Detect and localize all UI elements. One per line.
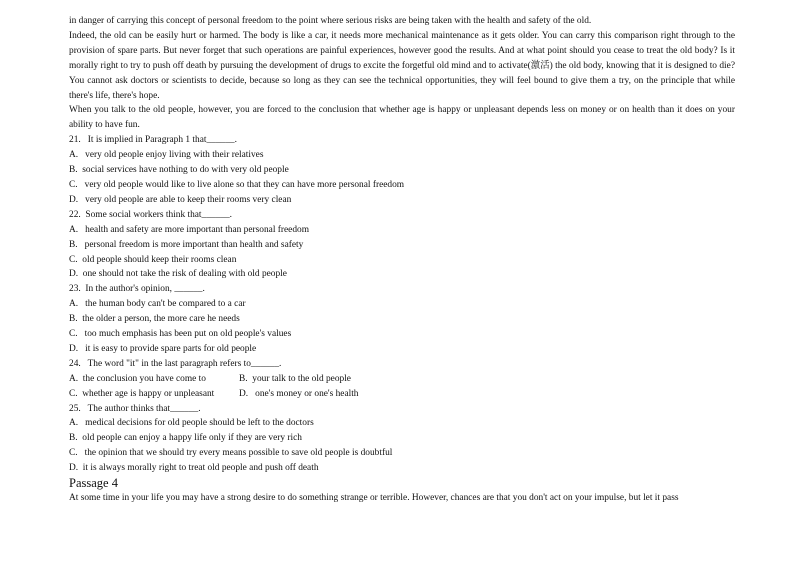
option-a: A. medical decisions for old people should be left to the doctors bbox=[69, 418, 314, 429]
option-b: B. old people can enjoy a happy life only if they are very rich bbox=[69, 433, 302, 444]
question-stem: 23. In the author's opinion, ______. bbox=[69, 284, 205, 295]
option-a: A. health and safety are more important than personal freedom bbox=[69, 224, 310, 235]
option-c: C. old people should keep their rooms clean bbox=[69, 254, 237, 265]
option-d: D. very old people are able to keep their rooms very clean bbox=[69, 194, 292, 205]
option-d: D. one's money or one's health bbox=[239, 388, 359, 399]
question-25 bbox=[69, 402, 735, 477]
option-b: B. social services have nothing to do with very old people bbox=[69, 165, 289, 176]
option-b: B. personal freedom is more important than health and safety bbox=[69, 239, 304, 250]
question-stem: 25. The author thinks that______. bbox=[69, 403, 201, 414]
paragraph-2: Indeed, the old can be easily hurt or harmed. The body is like a car, it needs more mechanical maintenance as it gets older. You can carry this comparison right through to the provision of spare parts. But never forget that such operations are painful experiences, however good the results. And at what point should you cease to treat the old body? Is it morally right to try to push off death by pursuing the development of drugs to excite the forgetful old mind and to activate(激活) the old body, knowing that it is designed to die? You cannot ask doctors or scientists to decide, because so long as they can see the technical opportunities, they will feel bound to give them a try, on the principle that while there's life, there's hope. bbox=[69, 30, 735, 101]
option-c: C. whether age is happy or unpleasant bbox=[69, 388, 215, 399]
option-row-cd bbox=[69, 387, 735, 402]
question-21 bbox=[69, 133, 735, 208]
option-d: D. one should not take the risk of dealing with old people bbox=[69, 269, 287, 280]
question-stem: 22. Some social workers think that______. bbox=[69, 209, 233, 220]
option-row-ab bbox=[69, 372, 735, 387]
option-a: A. the conclusion you have come to bbox=[69, 373, 206, 384]
option-c: C. very old people would like to live alone so that they can have more personal freedom bbox=[69, 179, 405, 190]
option-a: A. very old people enjoy living with their relatives bbox=[69, 150, 264, 161]
option-d: D. it is always morally right to treat old people and push off death bbox=[69, 463, 319, 474]
question-23 bbox=[69, 282, 735, 357]
question-22 bbox=[69, 208, 735, 283]
question-stem: 24. The word "it" in the last paragraph refers to______. bbox=[69, 358, 282, 369]
option-b: B. the older a person, the more care he needs bbox=[69, 314, 240, 325]
document-page bbox=[69, 14, 735, 506]
passage-first-line: At some time in your life you may have a strong desire to do something strange or terrible. However, chances are that you don't act on your impulse, but let it pass bbox=[69, 493, 679, 504]
option-a: A. the human body can't be compared to a car bbox=[69, 299, 246, 310]
question-24 bbox=[69, 357, 735, 402]
option-c: C. the opinion that we should try every means possible to save old people is doubtful bbox=[69, 448, 393, 459]
passage-heading: Passage 4 bbox=[69, 476, 118, 491]
option-b: B. your talk to the old people bbox=[239, 373, 351, 384]
paragraph-1: in danger of carrying this concept of personal freedom to the point where serious risks are being taken with the health and safety of the old. bbox=[69, 16, 592, 26]
option-c: C. too much emphasis has been put on old people's values bbox=[69, 329, 292, 340]
question-stem: 21. It is implied in Paragraph 1 that______. bbox=[69, 135, 237, 146]
paragraph-3: When you talk to the old people, however, you are forced to the conclusion that whether age is happy or unpleasant depends less on money or on health than it does on your ability to have fun. bbox=[69, 105, 735, 131]
option-d: D. it is easy to provide spare parts for old people bbox=[69, 343, 257, 354]
